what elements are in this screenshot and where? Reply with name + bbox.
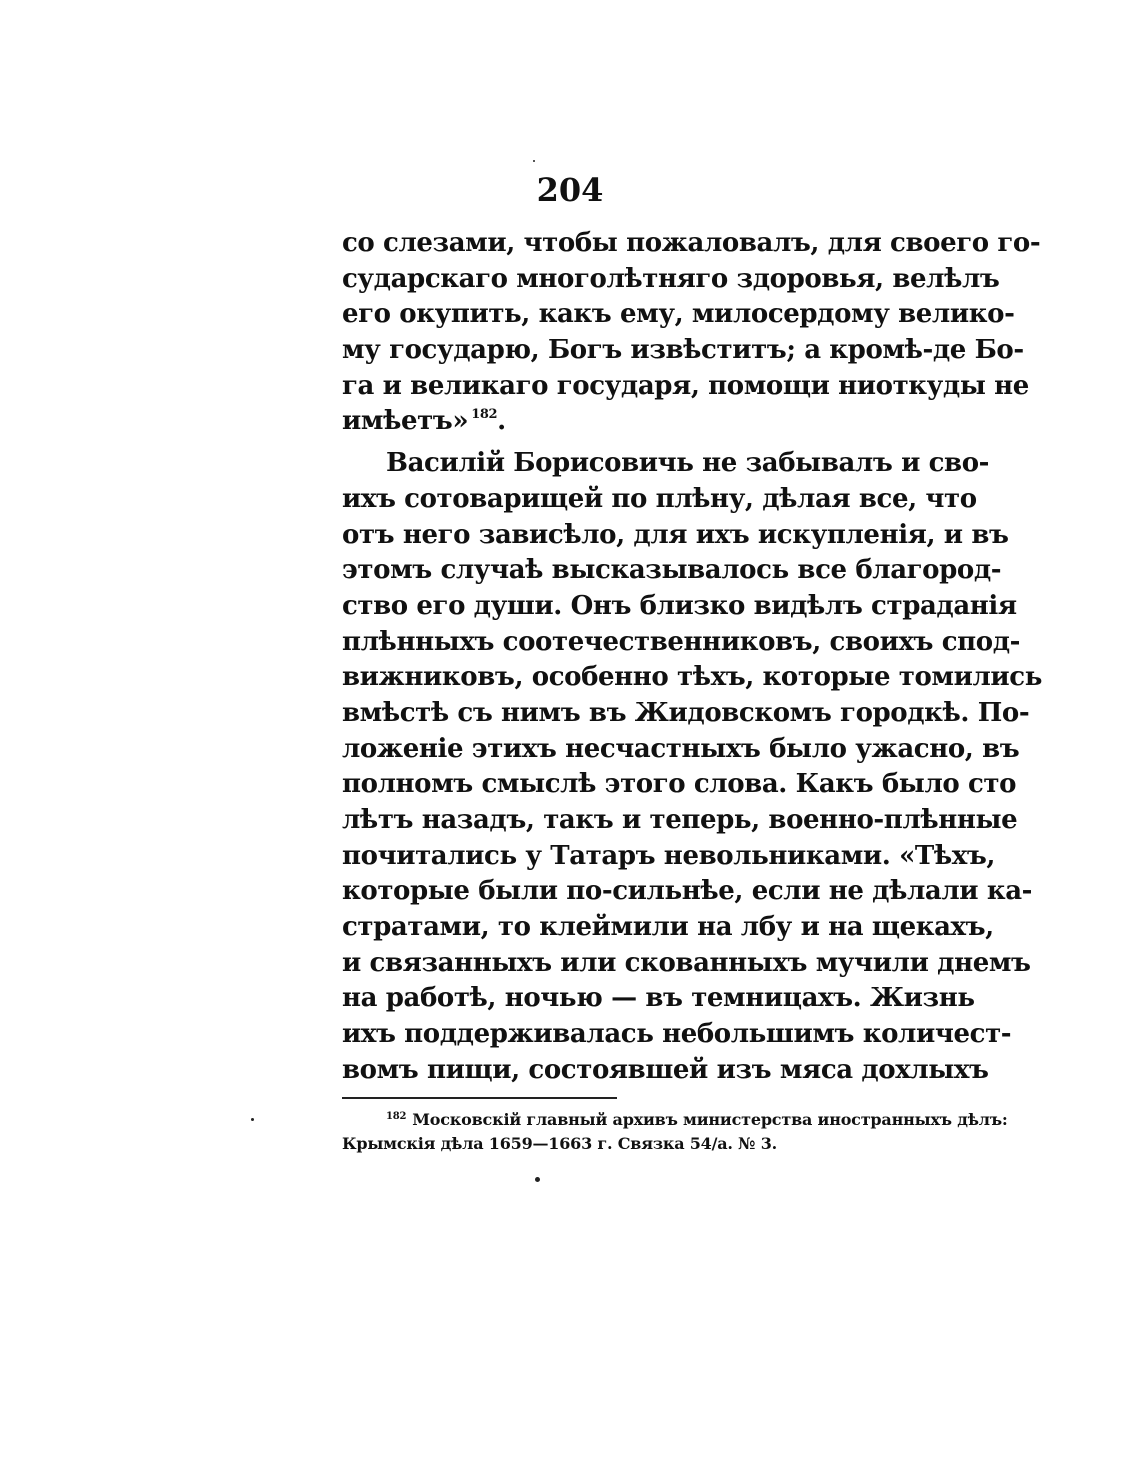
text-line: со слезами, чтобы пожаловалъ, для своего го- <box>342 228 1041 258</box>
text-line: га и великаго государя, помощи ниоткуды не <box>342 370 1029 401</box>
text-line: Василій Борисовичь не забывалъ и сво- <box>386 448 990 479</box>
text-line: ложеніе этихъ несчастныхъ было ужасно, въ <box>342 733 1020 764</box>
text-line <box>342 404 932 440</box>
text-line: стратами, то клеймили на лбу и на щекахъ, <box>342 912 994 943</box>
scan-speck <box>533 160 535 162</box>
footnote-line <box>342 1108 1008 1132</box>
footnote-line: Крымскія дѣла 1659—1663 г. Связка 54/а. № 3. <box>342 1134 778 1153</box>
text-line: полномъ смыслѣ этого слова. Какъ было сто <box>342 769 1017 800</box>
footnote-divider <box>342 1097 617 1099</box>
text-line: его окупить, какъ ему, милосердому велико- <box>342 299 1015 330</box>
paragraph-2 <box>342 446 1042 1088</box>
footnote-text: Московскій главный архивъ министерства иностранныхъ дѣлъ: <box>412 1110 1008 1129</box>
page-number: 204 <box>536 171 604 209</box>
text-line: на работѣ, ночью — въ темницахъ. Жизнь <box>342 983 975 1014</box>
paragraph-1 <box>342 226 1041 440</box>
text-line: ихъ поддерживалась небольшимъ количест- <box>342 1019 1012 1050</box>
text-line: плѣнныхъ соотечественниковъ, своихъ спод- <box>342 626 1021 657</box>
text-line: вмѣстѣ съ нимъ въ Жидовскомъ городкѣ. По- <box>342 697 1030 728</box>
footnote-mark: 182 <box>386 1111 407 1122</box>
text-line: этомъ случаѣ высказывалось все благород- <box>342 555 1002 586</box>
text-line: му государю, Богъ извѣститъ; а кромѣ-де Бо- <box>342 335 1024 366</box>
text-line: почитались у Татаръ невольниками. «Тѣхъ, <box>342 840 996 871</box>
text-line: и связанныхъ или скованныхъ мучили днемъ <box>342 947 1031 978</box>
text-line: отъ него зависѣло, для ихъ искупленія, и въ <box>342 519 1009 550</box>
text-line: которые были по-сильнѣе, если не дѣлали ка- <box>342 876 1033 907</box>
text-line: вижниковъ, особенно тѣхъ, которые томились <box>342 662 1042 693</box>
footnote-reference[interactable]: 182 <box>471 407 498 423</box>
text-line: ихъ сотоварищей по плѣну, дѣлая все, что <box>342 483 977 514</box>
text-fragment: имѣетъ» <box>342 406 469 437</box>
text-line: ство его души. Онъ близко видѣлъ страданія <box>342 590 1017 621</box>
footnote <box>342 1108 1008 1156</box>
scan-speck <box>251 1118 254 1121</box>
body-text <box>342 226 1042 1089</box>
text-fragment: . <box>497 406 506 437</box>
text-line: вомъ пищи, состоявшей изъ мяса дохлыхъ <box>342 1054 989 1085</box>
text-line: сударскаго многолѣтняго здоровья, велѣлъ <box>342 263 1000 294</box>
text-line: лѣтъ назадъ, такъ и теперь, военно-плѣнные <box>342 805 1018 835</box>
scan-speck <box>535 1177 540 1182</box>
